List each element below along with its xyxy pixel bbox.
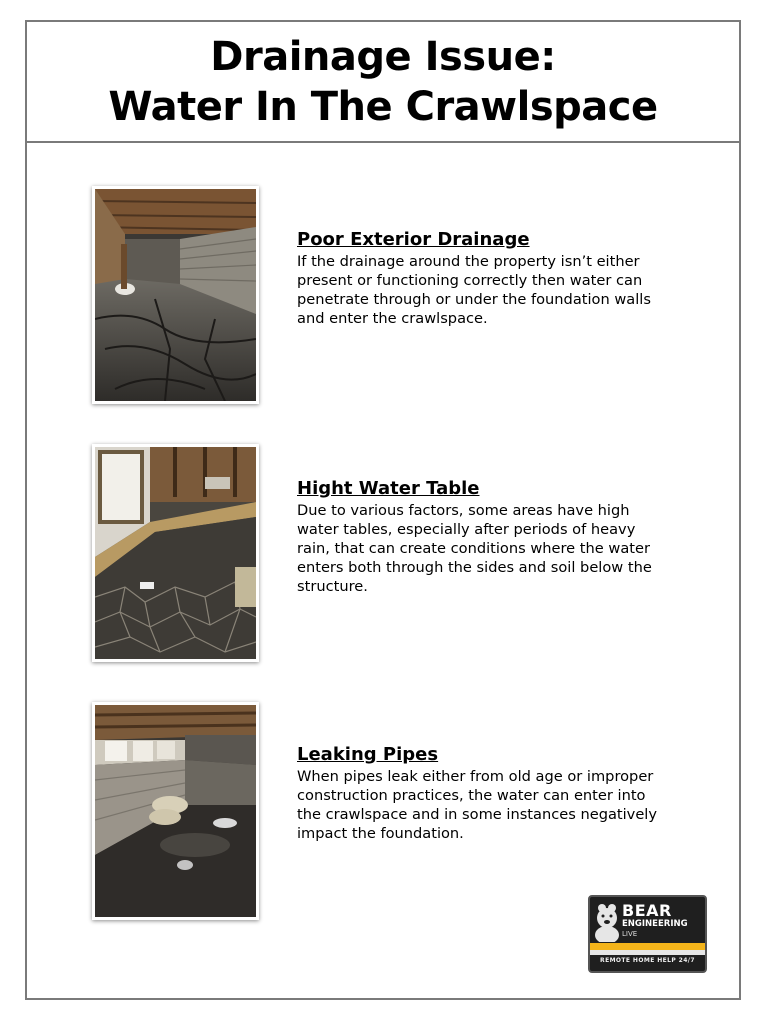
logo-brand-main: BEAR	[622, 901, 672, 920]
logo-accent-stripe	[590, 943, 705, 950]
page-header	[27, 22, 739, 143]
page-title-line-2: Water In The Crawlspace	[108, 83, 658, 130]
logo-brand-sub: ENGINEERING	[622, 919, 688, 929]
section-heading: Leaking Pipes	[297, 744, 439, 765]
section-heading: Hight Water Table	[297, 478, 480, 499]
crawlspace-window-cracked-mud-photo	[92, 444, 259, 662]
logo-brand-live: LIVE	[622, 930, 638, 938]
section-body: When pipes leak either from old age or improper construction practices, the water can enter into the crawlspace and in some instances negatively impact the foundation.	[297, 768, 657, 842]
section-body: If the drainage around the property isn’t either present or functioning correctly then water can penetrate through or under the foundation walls and enter the crawlspace.	[297, 253, 651, 327]
section-body: Due to various factors, some areas have high water tables, especially after periods of heavy rain, that can create conditions where the water enters both through the sides and soil below the structure.	[297, 502, 652, 595]
section-poor-exterior-drainage	[297, 229, 667, 328]
section-high-water-table	[297, 478, 667, 596]
logo-light-stripe	[590, 950, 705, 955]
bear-engineering-live-logo	[588, 895, 707, 973]
section-heading: Poor Exterior Drainage	[297, 229, 530, 250]
logo-tagline: REMOTE HOME HELP 24/7	[600, 957, 695, 964]
crawlspace-dry-cracked-soil-photo	[92, 186, 259, 404]
page-title-line-1: Drainage Issue:	[210, 33, 556, 80]
bear-icon	[594, 902, 620, 942]
crawlspace-sandbags-wet-floor-photo	[92, 702, 259, 920]
section-leaking-pipes	[297, 744, 667, 843]
